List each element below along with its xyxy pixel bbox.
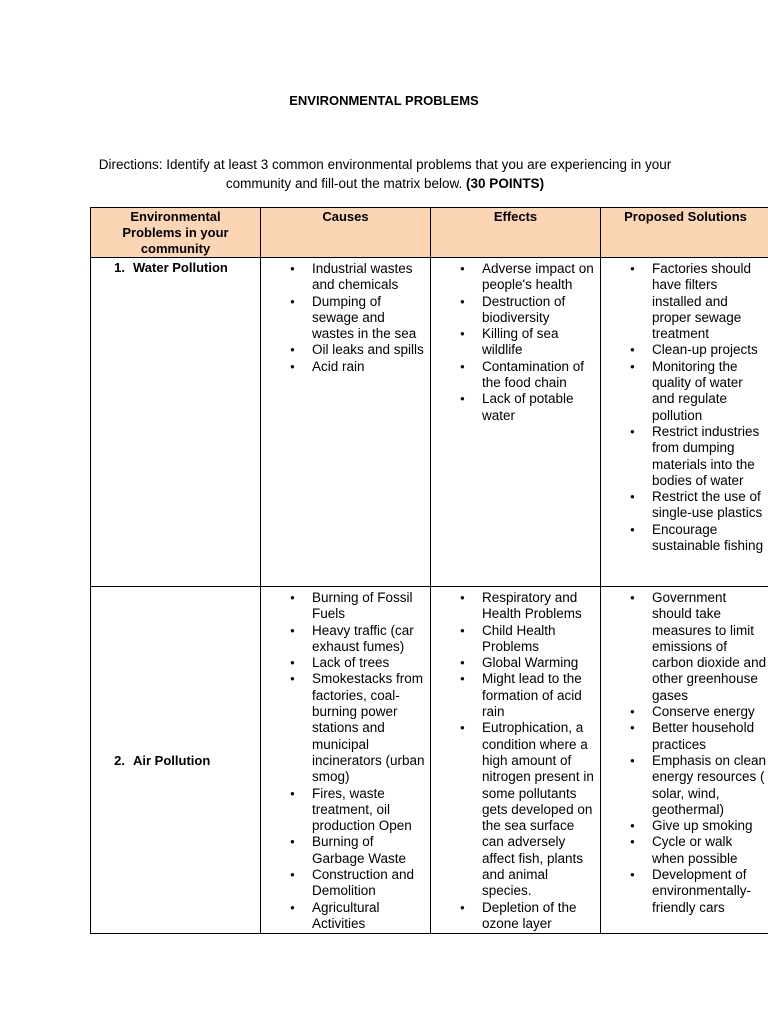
list-item: ● Global Warming xyxy=(432,655,597,671)
list-item: ● Contamination of the food chain xyxy=(432,359,597,392)
table-row xyxy=(91,587,768,934)
list-item: ● Monitoring the quality of water and regulate pollution xyxy=(602,359,767,424)
problem-label xyxy=(97,753,254,769)
problem-number: 1. xyxy=(114,260,125,275)
list-item: ● Construction and Demolition xyxy=(262,867,427,900)
directions-points: (30 POINTS) xyxy=(466,176,545,191)
causes-list xyxy=(262,588,429,932)
list-item: ● Cycle or walk when possible xyxy=(602,834,767,867)
list-item: ● Fires, waste treatment, oil production Open xyxy=(262,786,427,835)
list-item: ● Better household practices xyxy=(602,720,767,753)
causes-cell xyxy=(261,587,431,934)
effects-list xyxy=(432,259,599,424)
list-item: ● Depletion of the ozone layer xyxy=(432,900,597,933)
list-item: ● Acid rain xyxy=(262,359,427,375)
list-item: ● Destruction of biodiversity xyxy=(432,294,597,327)
list-item: ● Might lead to the formation of acid rain xyxy=(432,671,597,720)
list-item: ● Emphasis on clean energy resources ( solar, wind, geothermal) xyxy=(602,753,767,818)
list-item: ● Government should take measures to limit emissions of carbon dioxide and other greenhouse gases xyxy=(602,590,767,704)
header-row xyxy=(91,208,768,258)
list-item: ● Development of environmentally-friendly cars xyxy=(602,867,767,916)
list-item: ● Eutrophication, a condition where a high amount of nitrogen present in some pollutants gets developed on the sea surface can adversely affect fish, plants and animal species. xyxy=(432,720,597,899)
solutions-list xyxy=(602,259,768,554)
header-causes: Causes xyxy=(261,208,431,258)
problem-cell xyxy=(91,587,261,934)
effects-cell xyxy=(431,587,601,934)
list-item: ● Burning of Fossil Fuels xyxy=(262,590,427,623)
solutions-cell xyxy=(601,258,768,587)
list-item: ● Restrict industries from dumping materials into the bodies of water xyxy=(602,424,767,489)
list-item: ● Smokestacks from factories, coal-burning power stations and municipal incinerators (urban smog) xyxy=(262,671,427,785)
list-item: ● Dumping of sewage and wastes in the sea xyxy=(262,294,427,343)
problem-label xyxy=(97,260,254,276)
list-item: ● Child Health Problems xyxy=(432,623,597,656)
list-item: ● Encourage sustainable fishing xyxy=(602,522,767,555)
list-item: ● Factories should have filters installed and proper sewage treatment xyxy=(602,261,767,342)
list-item: ● Killing of sea wildlife xyxy=(432,326,597,359)
effects-list xyxy=(432,588,599,932)
list-item: ● Give up smoking xyxy=(602,818,767,834)
table-row xyxy=(91,258,768,587)
directions-text: Directions: Identify at least 3 common environmental problems that you are experiencing in your community and fill-out the matrix below. xyxy=(98,157,672,191)
problem-name: Air Pollution xyxy=(133,752,211,768)
problem-number: 2. xyxy=(114,752,125,768)
list-item: ● Agricultural Activities xyxy=(262,900,427,933)
document-title: ENVIRONMENTAL PROBLEMS xyxy=(289,93,479,108)
solutions-list xyxy=(602,588,768,916)
list-item: ● Conserve energy xyxy=(602,704,767,720)
list-item: ● Burning of Garbage Waste xyxy=(262,834,427,867)
list-item: ● Oil leaks and spills xyxy=(262,342,427,358)
list-item: ● Adverse impact on people's health xyxy=(432,261,597,294)
list-item: ● Restrict the use of single-use plastics xyxy=(602,489,767,522)
list-item: ● Lack of potable water xyxy=(432,391,597,424)
solutions-cell xyxy=(601,587,768,934)
header-problems: Environmental Problems in your community xyxy=(91,208,261,258)
list-item: ● Heavy traffic (car exhaust fumes) xyxy=(262,623,427,656)
problems-matrix xyxy=(90,207,768,934)
header-effects: Effects xyxy=(431,208,601,258)
causes-cell xyxy=(261,258,431,587)
list-item: ● Lack of trees xyxy=(262,655,427,671)
problem-cell xyxy=(91,258,261,587)
list-item: ● Industrial wastes and chemicals xyxy=(262,261,427,294)
header-solutions: Proposed Solutions xyxy=(601,208,768,258)
effects-cell xyxy=(431,258,601,587)
problem-name: Water Pollution xyxy=(133,260,228,275)
list-item: ● Clean-up projects xyxy=(602,342,767,358)
causes-list xyxy=(262,259,429,375)
list-item: ● Respiratory and Health Problems xyxy=(432,590,597,623)
directions xyxy=(90,155,680,193)
